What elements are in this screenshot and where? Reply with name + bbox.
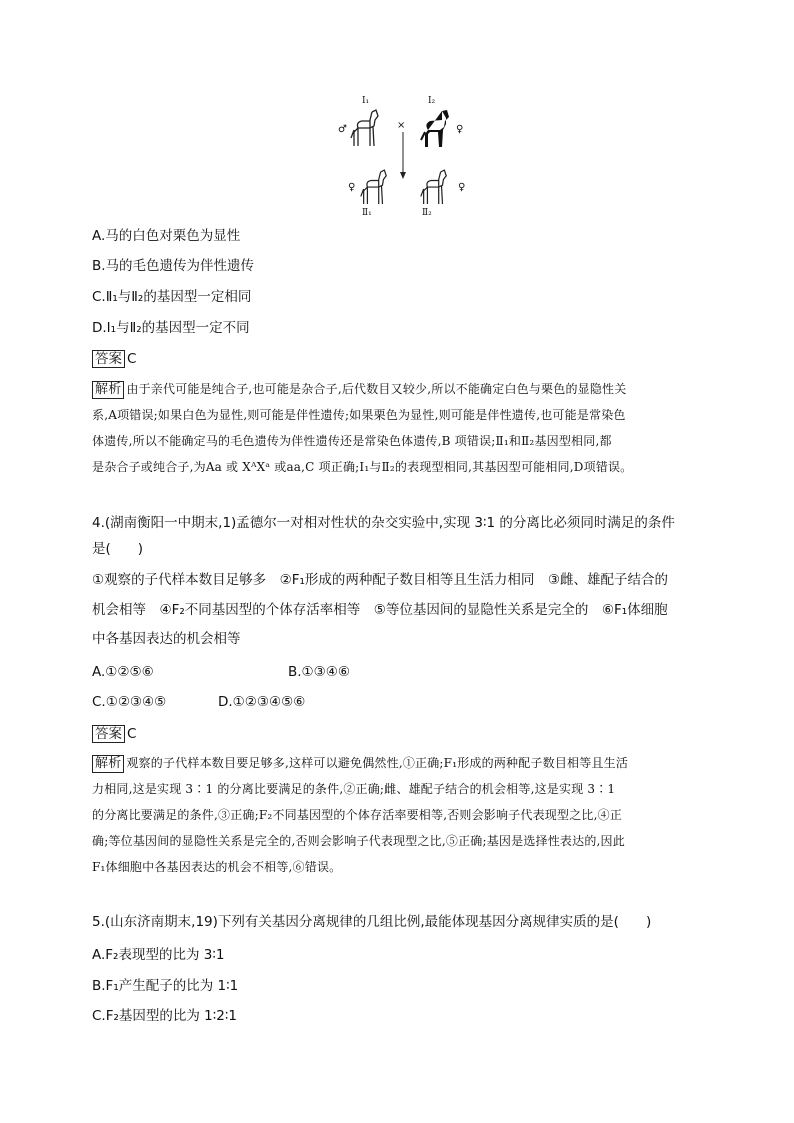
q3-option-a: A.马的白色对栗色为显性 xyxy=(92,228,241,244)
cross-symbol: × xyxy=(397,120,406,131)
q4-condition-line-2: 机会相等 ④F₂不同基因型的个体存活率相等 ⑤等位基因间的显隐性关系是完全的 ⑥F₁体细胞 xyxy=(92,602,668,618)
q4-condition-line-1: ①观察的子代样本数目足够多 ②F₁形成的两种配子数目相等且生活力相同 ③雌、雄配子结合的 xyxy=(92,572,668,588)
female-symbol-child2: ♀ xyxy=(458,182,466,193)
answer-tag: 答案 xyxy=(92,725,125,743)
q3-option-c: C.Ⅱ₁与Ⅱ₂的基因型一定相同 xyxy=(92,289,252,305)
q3-option-d: D.Ⅰ₁与Ⅱ₂的基因型一定不同 xyxy=(92,320,250,336)
q3-analysis-line-1: 由于亲代可能是纯合子,也可能是杂合子,后代数目又较少,所以不能确定白色与栗色的显隐性关 xyxy=(126,382,627,396)
q5-option-c: C.F₂基因型的比为 1∶2∶1 xyxy=(92,1008,237,1024)
q4-answer-row xyxy=(92,725,136,743)
q4-stem-line-2: 是( ) xyxy=(92,541,144,557)
q3-option-b: B.马的毛色遗传为伴性遗传 xyxy=(92,258,255,274)
q4-analysis-line-2: 力相同,这是实现 3∶1 的分离比要满足的条件,②正确;雌、雄配子结合的机会相等,这是实现 3∶1 xyxy=(92,782,616,796)
horse-cross-diagram xyxy=(334,92,474,222)
q3-analysis xyxy=(92,376,704,480)
q4-answer: C xyxy=(127,726,137,742)
q4-option-a: A.①②⑤⑥ xyxy=(92,664,154,680)
q4-analysis-line-3: 的分离比要满足的条件,③正确;F₂不同基因型的个体存活率要相等,否则会影响子代表现型之比,④正 xyxy=(92,808,623,822)
q4-analysis-line-4: 确;等位基因间的显隐性关系是完全的,否则会影响子代表现型之比,⑤正确;基因是选择性表达的,因此 xyxy=(92,834,625,848)
q3-analysis-line-3: 体遗传,所以不能确定马的毛色遗传为伴性遗传还是常染色体遗传,B 项错误;Ⅱ₁和Ⅱ₂基因型相同,都 xyxy=(92,434,612,448)
answer-tag: 答案 xyxy=(92,350,125,368)
q5-option-a: A.F₂表现型的比为 3∶1 xyxy=(92,947,225,963)
q3-answer-row xyxy=(92,350,136,368)
down-arrow-icon xyxy=(398,132,408,180)
q4-analysis xyxy=(92,750,704,880)
q4-analysis-line-1: 观察的子代样本数目要足够多,这样可以避免偶然性,①正确;F₁形成的两种配子数目相等且生活 xyxy=(126,756,629,770)
q3-answer: C xyxy=(127,351,137,367)
child2-label: Ⅱ₂ xyxy=(422,208,432,218)
white-horse-child1-icon xyxy=(358,168,390,208)
parent2-label: Ⅰ₂ xyxy=(428,96,436,106)
q4-option-b: B.①③④⑥ xyxy=(288,664,350,680)
analysis-tag: 解析 xyxy=(92,381,124,399)
chestnut-horse-icon xyxy=(418,108,452,150)
q5-option-b: B.F₁产生配子的比为 1∶1 xyxy=(92,978,239,994)
male-symbol: ♂ xyxy=(338,124,347,135)
parent1-label: Ⅰ₁ xyxy=(362,96,370,106)
q5-stem: 5.(山东济南期末,19)下列有关基因分离规律的几组比例,最能体现基因分离规律实质的是( ) xyxy=(92,914,652,930)
q4-analysis-line-5: F₁体细胞中各基因表达的机会不相等,⑥错误。 xyxy=(92,860,342,874)
q3-analysis-line-4: 是杂合子或纯合子,为Aa 或 XᴬXᵃ 或aa,C 项正确;Ⅰ₁与Ⅱ₂的表现型相同,其基因型可能相同,D项错误。 xyxy=(92,460,633,474)
q4-stem-line-1: 4.(湖南衡阳一中期末,1)孟德尔一对相对性状的杂交实验中,实现 3∶1 的分离比必须同时满足的条件 xyxy=(92,515,675,531)
q4-option-c: C.①②③④⑤ xyxy=(92,694,167,710)
white-horse-child2-icon xyxy=(418,168,450,208)
analysis-tag: 解析 xyxy=(92,755,124,773)
female-symbol-parent: ♀ xyxy=(456,124,464,135)
q4-condition-line-3: 中各基因表达的机会相等 xyxy=(92,631,241,647)
white-horse-icon xyxy=(348,108,382,150)
q3-analysis-line-2: 系,A项错误;如果白色为显性,则可能是伴性遗传;如果栗色为显性,则可能是伴性遗传,也可能是常染色 xyxy=(92,408,626,422)
q4-option-d: D.①②③④⑤⑥ xyxy=(218,694,306,710)
child1-label: Ⅱ₁ xyxy=(362,208,372,218)
female-symbol-child1: ♀ xyxy=(348,182,356,193)
